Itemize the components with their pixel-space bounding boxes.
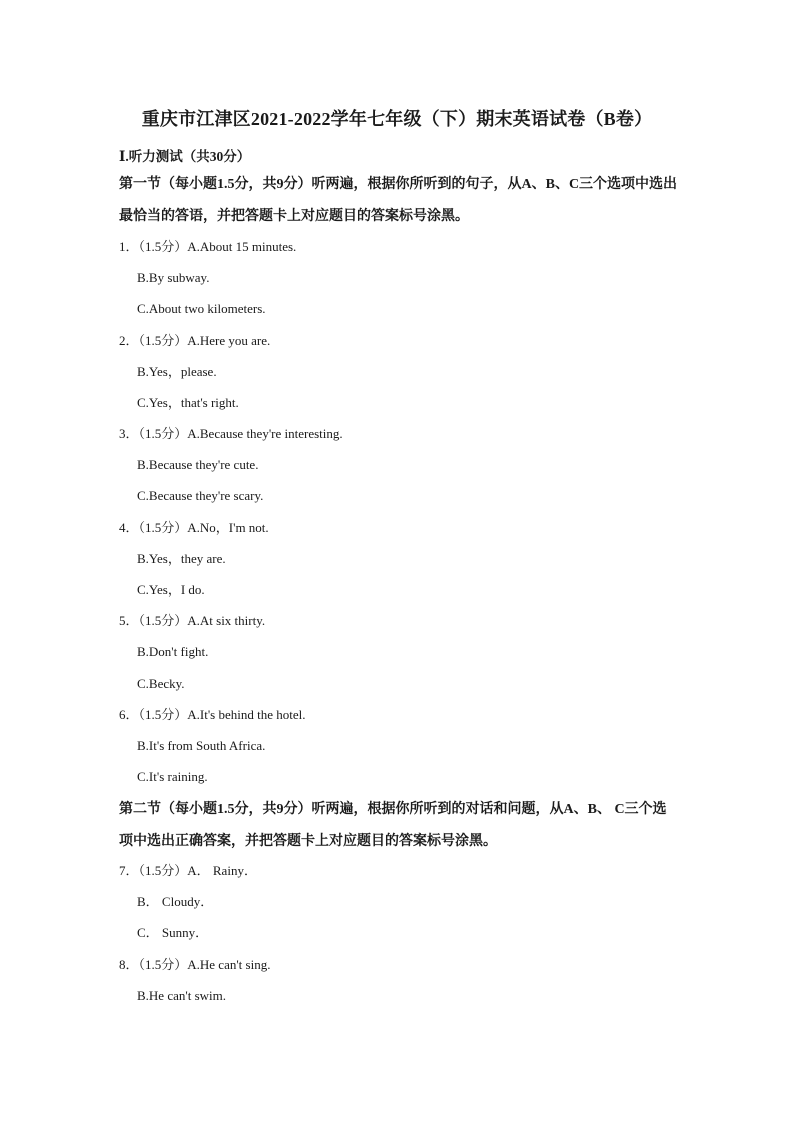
question-6-option-b: B.It's from South Africa. [137,738,266,753]
question-1-option-c: C.About two kilometers. [137,301,266,316]
question-7-option-b: B． Cloudy． [137,894,214,909]
question-1-option-b: B.By subway. [137,270,210,285]
question-7-option-c: C． Sunny． [137,925,209,940]
section-2-instructions: 第二节（每小题1.5分，共9分）听两遍，根据你所听到的对话和问题，从A、B、 C三个选项中选出正确答案，并把答题卡上对应题目的答案标号涂黑。 [119,802,667,849]
question-8-option-b: B.He can't swim. [137,988,226,1003]
question-7-stem: 7．（1.5分）A． Rainy． [119,863,257,878]
question-5-option-c: C.Becky. [137,676,185,691]
question-5-option-b: B.Don't fight. [137,644,209,659]
question-3-option-b: B.Because they're cute. [137,457,259,472]
part-heading-listening: Ⅰ.听力测试（共30分） [119,149,251,164]
question-8-stem: 8．（1.5分）A.He can't sing. [119,957,271,972]
question-6-option-c: C.It's raining. [137,769,208,784]
question-1-stem: 1．（1.5分）A.About 15 minutes. [119,239,297,254]
question-6-stem: 6．（1.5分）A.It's behind the hotel. [119,707,306,722]
question-4-option-c: C.Yes，I do. [137,582,205,597]
exam-title: 重庆市江津区2021-2022学年七年级（下）期末英语试卷（B卷） [141,109,653,129]
question-2-option-b: B.Yes，please. [137,364,217,379]
question-3-option-c: C.Because they're scary. [137,488,264,503]
question-3-stem: 3．（1.5分）A.Because they're interesting. [119,426,343,441]
question-2-stem: 2．（1.5分）A.Here you are. [119,333,271,348]
question-5-stem: 5．（1.5分）A.At six thirty. [119,613,266,628]
question-2-option-c: C.Yes，that's right. [137,395,239,410]
question-4-option-b: B.Yes，they are. [137,551,226,566]
section-1-instructions: 第一节（每小题1.5分，共9分）听两遍，根据你所听到的句子，从A、B、C三个选项中选出最恰当的答语，并把答题卡上对应题目的答案标号涂黑。 [119,177,678,224]
question-4-stem: 4．（1.5分）A.No，I'm not. [119,520,269,535]
